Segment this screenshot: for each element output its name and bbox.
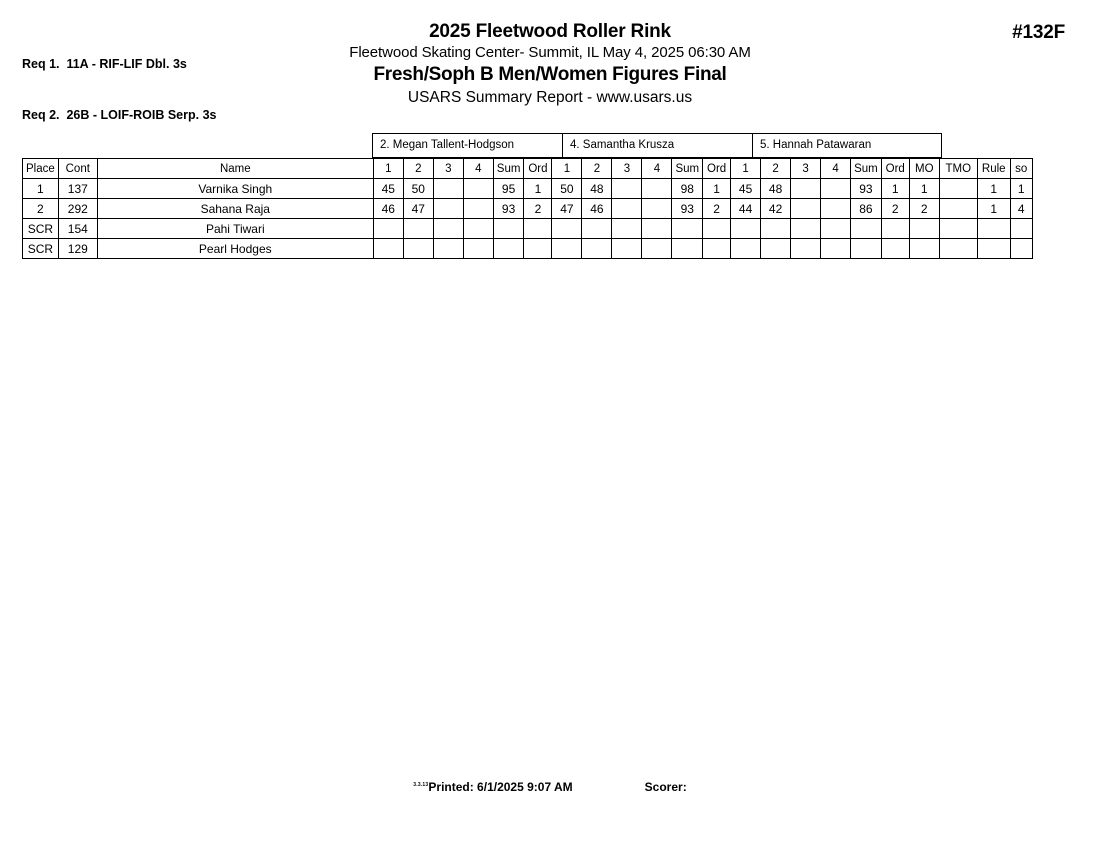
cell-j2-2: 48 bbox=[582, 179, 612, 199]
cell-j3-1 bbox=[731, 219, 761, 239]
col-header-j3-1: 1 bbox=[731, 159, 761, 179]
judge-name-box: 4. Samantha Krusza bbox=[562, 133, 752, 158]
col-header-j3-4: 4 bbox=[821, 159, 851, 179]
event-number: #132F bbox=[1012, 22, 1065, 43]
cell-j2-2: 46 bbox=[582, 199, 612, 219]
cell-j2-2 bbox=[582, 219, 612, 239]
cell-j1-4 bbox=[463, 219, 493, 239]
report-footer bbox=[0, 780, 1100, 794]
cell-j3-ord bbox=[881, 219, 909, 239]
col-header-j2-3: 3 bbox=[612, 159, 642, 179]
cell-j3-sum: 93 bbox=[851, 179, 882, 199]
report-header bbox=[0, 20, 1100, 108]
cell-rule: 1 bbox=[977, 179, 1010, 199]
cell-j2-sum: 93 bbox=[672, 199, 703, 219]
cell-j2-3 bbox=[612, 239, 642, 259]
cell-j3-sum bbox=[851, 239, 882, 259]
cell-j3-1 bbox=[731, 239, 761, 259]
cell-j1-4 bbox=[463, 239, 493, 259]
table-row bbox=[23, 239, 1033, 259]
cell-j2-4 bbox=[642, 199, 672, 219]
cell-j3-2: 42 bbox=[761, 199, 791, 219]
table-header-row bbox=[23, 159, 1033, 179]
cell-j1-3 bbox=[433, 179, 463, 199]
cell-rule: 1 bbox=[977, 199, 1010, 219]
col-header-j2-sum: Sum bbox=[672, 159, 703, 179]
cell-j1-sum bbox=[493, 219, 524, 239]
cell-place: SCR bbox=[23, 239, 59, 259]
cell-j1-4 bbox=[463, 199, 493, 219]
printed-timestamp: Printed: 6/1/2025 9:07 AM bbox=[428, 780, 573, 794]
col-header-j2-1: 1 bbox=[552, 159, 582, 179]
cell-j1-1 bbox=[373, 219, 403, 239]
cell-j3-ord bbox=[881, 239, 909, 259]
cell-j1-2: 50 bbox=[403, 179, 433, 199]
cell-j3-3 bbox=[791, 199, 821, 219]
col-header-cont: Cont bbox=[58, 159, 97, 179]
col-header-j2-ord: Ord bbox=[703, 159, 731, 179]
requirement-line: Req 1. 11A - RIF-LIF Dbl. 3s bbox=[22, 57, 187, 71]
col-header-j1-sum: Sum bbox=[493, 159, 524, 179]
cell-tmo bbox=[939, 179, 977, 199]
col-header-place: Place bbox=[23, 159, 59, 179]
event-name: Fresh/Soph B Men/Women Figures Final bbox=[373, 64, 727, 85]
cell-j3-4 bbox=[821, 199, 851, 219]
cell-j2-sum: 98 bbox=[672, 179, 703, 199]
col-header-j1-3: 3 bbox=[433, 159, 463, 179]
cell-j2-sum bbox=[672, 219, 703, 239]
cell-j3-4 bbox=[821, 239, 851, 259]
cell-j3-3 bbox=[791, 179, 821, 199]
cell-j2-1 bbox=[552, 219, 582, 239]
col-header-j2-2: 2 bbox=[582, 159, 612, 179]
cell-cont: 292 bbox=[58, 199, 97, 219]
cell-mo bbox=[909, 219, 939, 239]
col-header-so: so bbox=[1010, 159, 1032, 179]
cell-j1-1: 46 bbox=[373, 199, 403, 219]
cell-j2-ord bbox=[703, 239, 731, 259]
cell-j2-4 bbox=[642, 239, 672, 259]
cell-j3-1: 45 bbox=[731, 179, 761, 199]
cell-j3-sum: 86 bbox=[851, 199, 882, 219]
cell-name: Pearl Hodges bbox=[97, 239, 373, 259]
cell-j3-ord: 2 bbox=[881, 199, 909, 219]
cell-j1-3 bbox=[433, 199, 463, 219]
col-header-tmo: TMO bbox=[939, 159, 977, 179]
venue-datetime-line: Fleetwood Skating Center- Summit, IL May 4, 2025 06:30 AM bbox=[349, 44, 751, 61]
cell-j1-ord bbox=[524, 239, 552, 259]
cell-j3-sum bbox=[851, 219, 882, 239]
cell-rule bbox=[977, 239, 1010, 259]
cell-tmo bbox=[939, 199, 977, 219]
requirement-line: Req 2. 26B - LOIF-ROIB Serp. 3s bbox=[22, 108, 217, 122]
cell-name: Sahana Raja bbox=[97, 199, 373, 219]
cell-place: 1 bbox=[23, 179, 59, 199]
col-header-j2-4: 4 bbox=[642, 159, 672, 179]
cell-j1-3 bbox=[433, 239, 463, 259]
col-header-j1-4: 4 bbox=[463, 159, 493, 179]
cell-j3-4 bbox=[821, 219, 851, 239]
organization-line: USARS Summary Report - www.usars.us bbox=[407, 89, 693, 106]
version-label: 3.3.13 bbox=[413, 782, 429, 788]
col-header-name: Name bbox=[97, 159, 373, 179]
cell-j3-2: 48 bbox=[761, 179, 791, 199]
cell-so: 1 bbox=[1010, 179, 1032, 199]
col-header-mo: MO bbox=[909, 159, 939, 179]
cell-j1-sum bbox=[493, 239, 524, 259]
cell-j1-sum: 93 bbox=[493, 199, 524, 219]
judge-header-band bbox=[372, 133, 942, 158]
cell-j2-3 bbox=[612, 199, 642, 219]
cell-j2-1: 50 bbox=[552, 179, 582, 199]
cell-place: SCR bbox=[23, 219, 59, 239]
results-table bbox=[22, 158, 1033, 259]
cell-j1-2 bbox=[403, 239, 433, 259]
col-header-j3-ord: Ord bbox=[881, 159, 909, 179]
cell-j1-ord bbox=[524, 219, 552, 239]
cell-j3-3 bbox=[791, 219, 821, 239]
cell-j3-2 bbox=[761, 239, 791, 259]
cell-j1-4 bbox=[463, 179, 493, 199]
cell-j1-1 bbox=[373, 239, 403, 259]
cell-mo bbox=[909, 239, 939, 259]
cell-j3-2 bbox=[761, 219, 791, 239]
cell-tmo bbox=[939, 239, 977, 259]
cell-rule bbox=[977, 219, 1010, 239]
col-header-j3-sum: Sum bbox=[851, 159, 882, 179]
cell-so bbox=[1010, 239, 1032, 259]
cell-cont: 137 bbox=[58, 179, 97, 199]
col-header-j1-1: 1 bbox=[373, 159, 403, 179]
cell-j1-1: 45 bbox=[373, 179, 403, 199]
cell-j2-1: 47 bbox=[552, 199, 582, 219]
cell-place: 2 bbox=[23, 199, 59, 219]
cell-j2-ord bbox=[703, 219, 731, 239]
cell-j1-ord: 2 bbox=[524, 199, 552, 219]
col-header-j1-ord: Ord bbox=[524, 159, 552, 179]
cell-j3-3 bbox=[791, 239, 821, 259]
table-row bbox=[23, 199, 1033, 219]
cell-j3-1: 44 bbox=[731, 199, 761, 219]
col-header-rule: Rule bbox=[977, 159, 1010, 179]
cell-j2-4 bbox=[642, 219, 672, 239]
cell-j3-4 bbox=[821, 179, 851, 199]
cell-so: 4 bbox=[1010, 199, 1032, 219]
judge-name-box: 2. Megan Tallent-Hodgson bbox=[372, 133, 562, 158]
cell-j2-2 bbox=[582, 239, 612, 259]
cell-j2-ord: 2 bbox=[703, 199, 731, 219]
cell-j1-3 bbox=[433, 219, 463, 239]
cell-j2-ord: 1 bbox=[703, 179, 731, 199]
cell-name: Pahi Tiwari bbox=[97, 219, 373, 239]
cell-mo: 2 bbox=[909, 199, 939, 219]
cell-j2-1 bbox=[552, 239, 582, 259]
cell-so bbox=[1010, 219, 1032, 239]
cell-j1-2: 47 bbox=[403, 199, 433, 219]
col-header-j3-3: 3 bbox=[791, 159, 821, 179]
col-header-j1-2: 2 bbox=[403, 159, 433, 179]
cell-j2-3 bbox=[612, 219, 642, 239]
table-row bbox=[23, 219, 1033, 239]
cell-cont: 129 bbox=[58, 239, 97, 259]
cell-name: Varnika Singh bbox=[97, 179, 373, 199]
cell-j1-sum: 95 bbox=[493, 179, 524, 199]
table-row bbox=[23, 179, 1033, 199]
page-title: 2025 Fleetwood Roller Rink bbox=[429, 21, 671, 42]
cell-cont: 154 bbox=[58, 219, 97, 239]
cell-mo: 1 bbox=[909, 179, 939, 199]
cell-j2-4 bbox=[642, 179, 672, 199]
judge-name-box: 5. Hannah Patawaran bbox=[752, 133, 942, 158]
cell-j2-3 bbox=[612, 179, 642, 199]
cell-tmo bbox=[939, 219, 977, 239]
cell-j1-ord: 1 bbox=[524, 179, 552, 199]
scorer-label: Scorer: bbox=[644, 780, 687, 794]
cell-j1-2 bbox=[403, 219, 433, 239]
col-header-j3-2: 2 bbox=[761, 159, 791, 179]
cell-j3-ord: 1 bbox=[881, 179, 909, 199]
cell-j2-sum bbox=[672, 239, 703, 259]
